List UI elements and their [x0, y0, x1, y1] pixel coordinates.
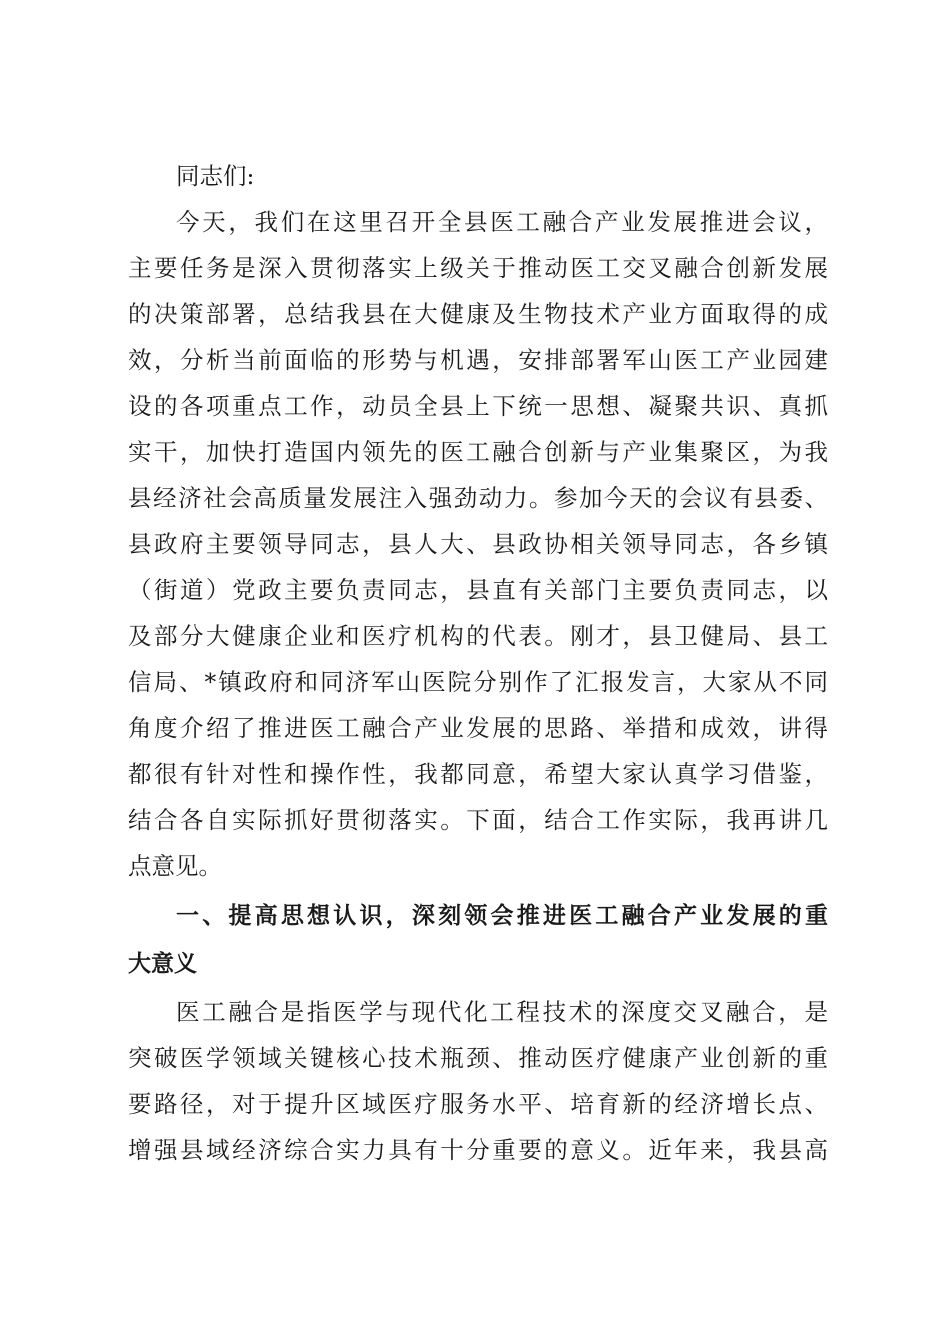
paragraph-line: 点意见。 [128, 852, 222, 880]
paragraph-line: 及部分大健康企业和医疗机构的代表。刚才，县卫健局、县工 [128, 622, 828, 650]
paragraph-line: 角度介绍了推进医工融合产业发展的思路、举措和成效，讲得 [128, 714, 828, 742]
paragraph-line: 信局、*镇政府和同济军山医院分别作了汇报发言，大家从不同 [128, 668, 828, 696]
paragraph-line: 设的各项重点工作，动员全县上下统一思想、凝聚共识、真抓 [128, 392, 828, 420]
paragraph-line: 效，分析当前面临的形势与机遇，安排部署军山医工产业园建 [128, 346, 828, 374]
section-heading: 大意义 [128, 951, 197, 977]
paragraph-line: （街道）党政主要负责同志，县直有关部门主要负责同志，以 [128, 576, 828, 604]
paragraph-line: 县政府主要领导同志，县人大、县政协相关领导同志，各乡镇 [128, 530, 828, 558]
paragraph-line: 主要任务是深入贯彻落实上级关于推动医工交叉融合创新发展 [128, 254, 828, 282]
paragraph-line: 今天，我们在这里召开全县医工融合产业发展推进会议， [176, 208, 828, 236]
paragraph-line: 的决策部署，总结我县在大健康及生物技术产业方面取得的成 [128, 300, 828, 328]
paragraph-line: 实干，加快打造国内领先的医工融合创新与产业集聚区，为我 [128, 438, 828, 466]
paragraph-line: 结合各自实际抓好贯彻落实。下面，结合工作实际，我再讲几 [128, 806, 828, 834]
salutation: 同志们: [176, 162, 255, 190]
section-heading: 一、提高思想认识，深刻领会推进医工融合产业发展的重 [176, 903, 828, 929]
paragraph-line: 都很有针对性和操作性，我都同意，希望大家认真学习借鉴， [128, 760, 828, 788]
paragraph-line: 要路径，对于提升区域医疗服务水平、培育新的经济增长点、 [128, 1090, 828, 1118]
paragraph-line: 县经济社会高质量发展注入强劲动力。参加今天的会议有县委、 [128, 484, 828, 512]
paragraph-line: 突破医学领域关键核心技术瓶颈、推动医疗健康产业创新的重 [128, 1044, 828, 1072]
paragraph-line: 增强县域经济综合实力具有十分重要的意义。近年来，我县高 [128, 1136, 828, 1164]
paragraph-line: 医工融合是指医学与现代化工程技术的深度交叉融合，是 [176, 998, 828, 1026]
